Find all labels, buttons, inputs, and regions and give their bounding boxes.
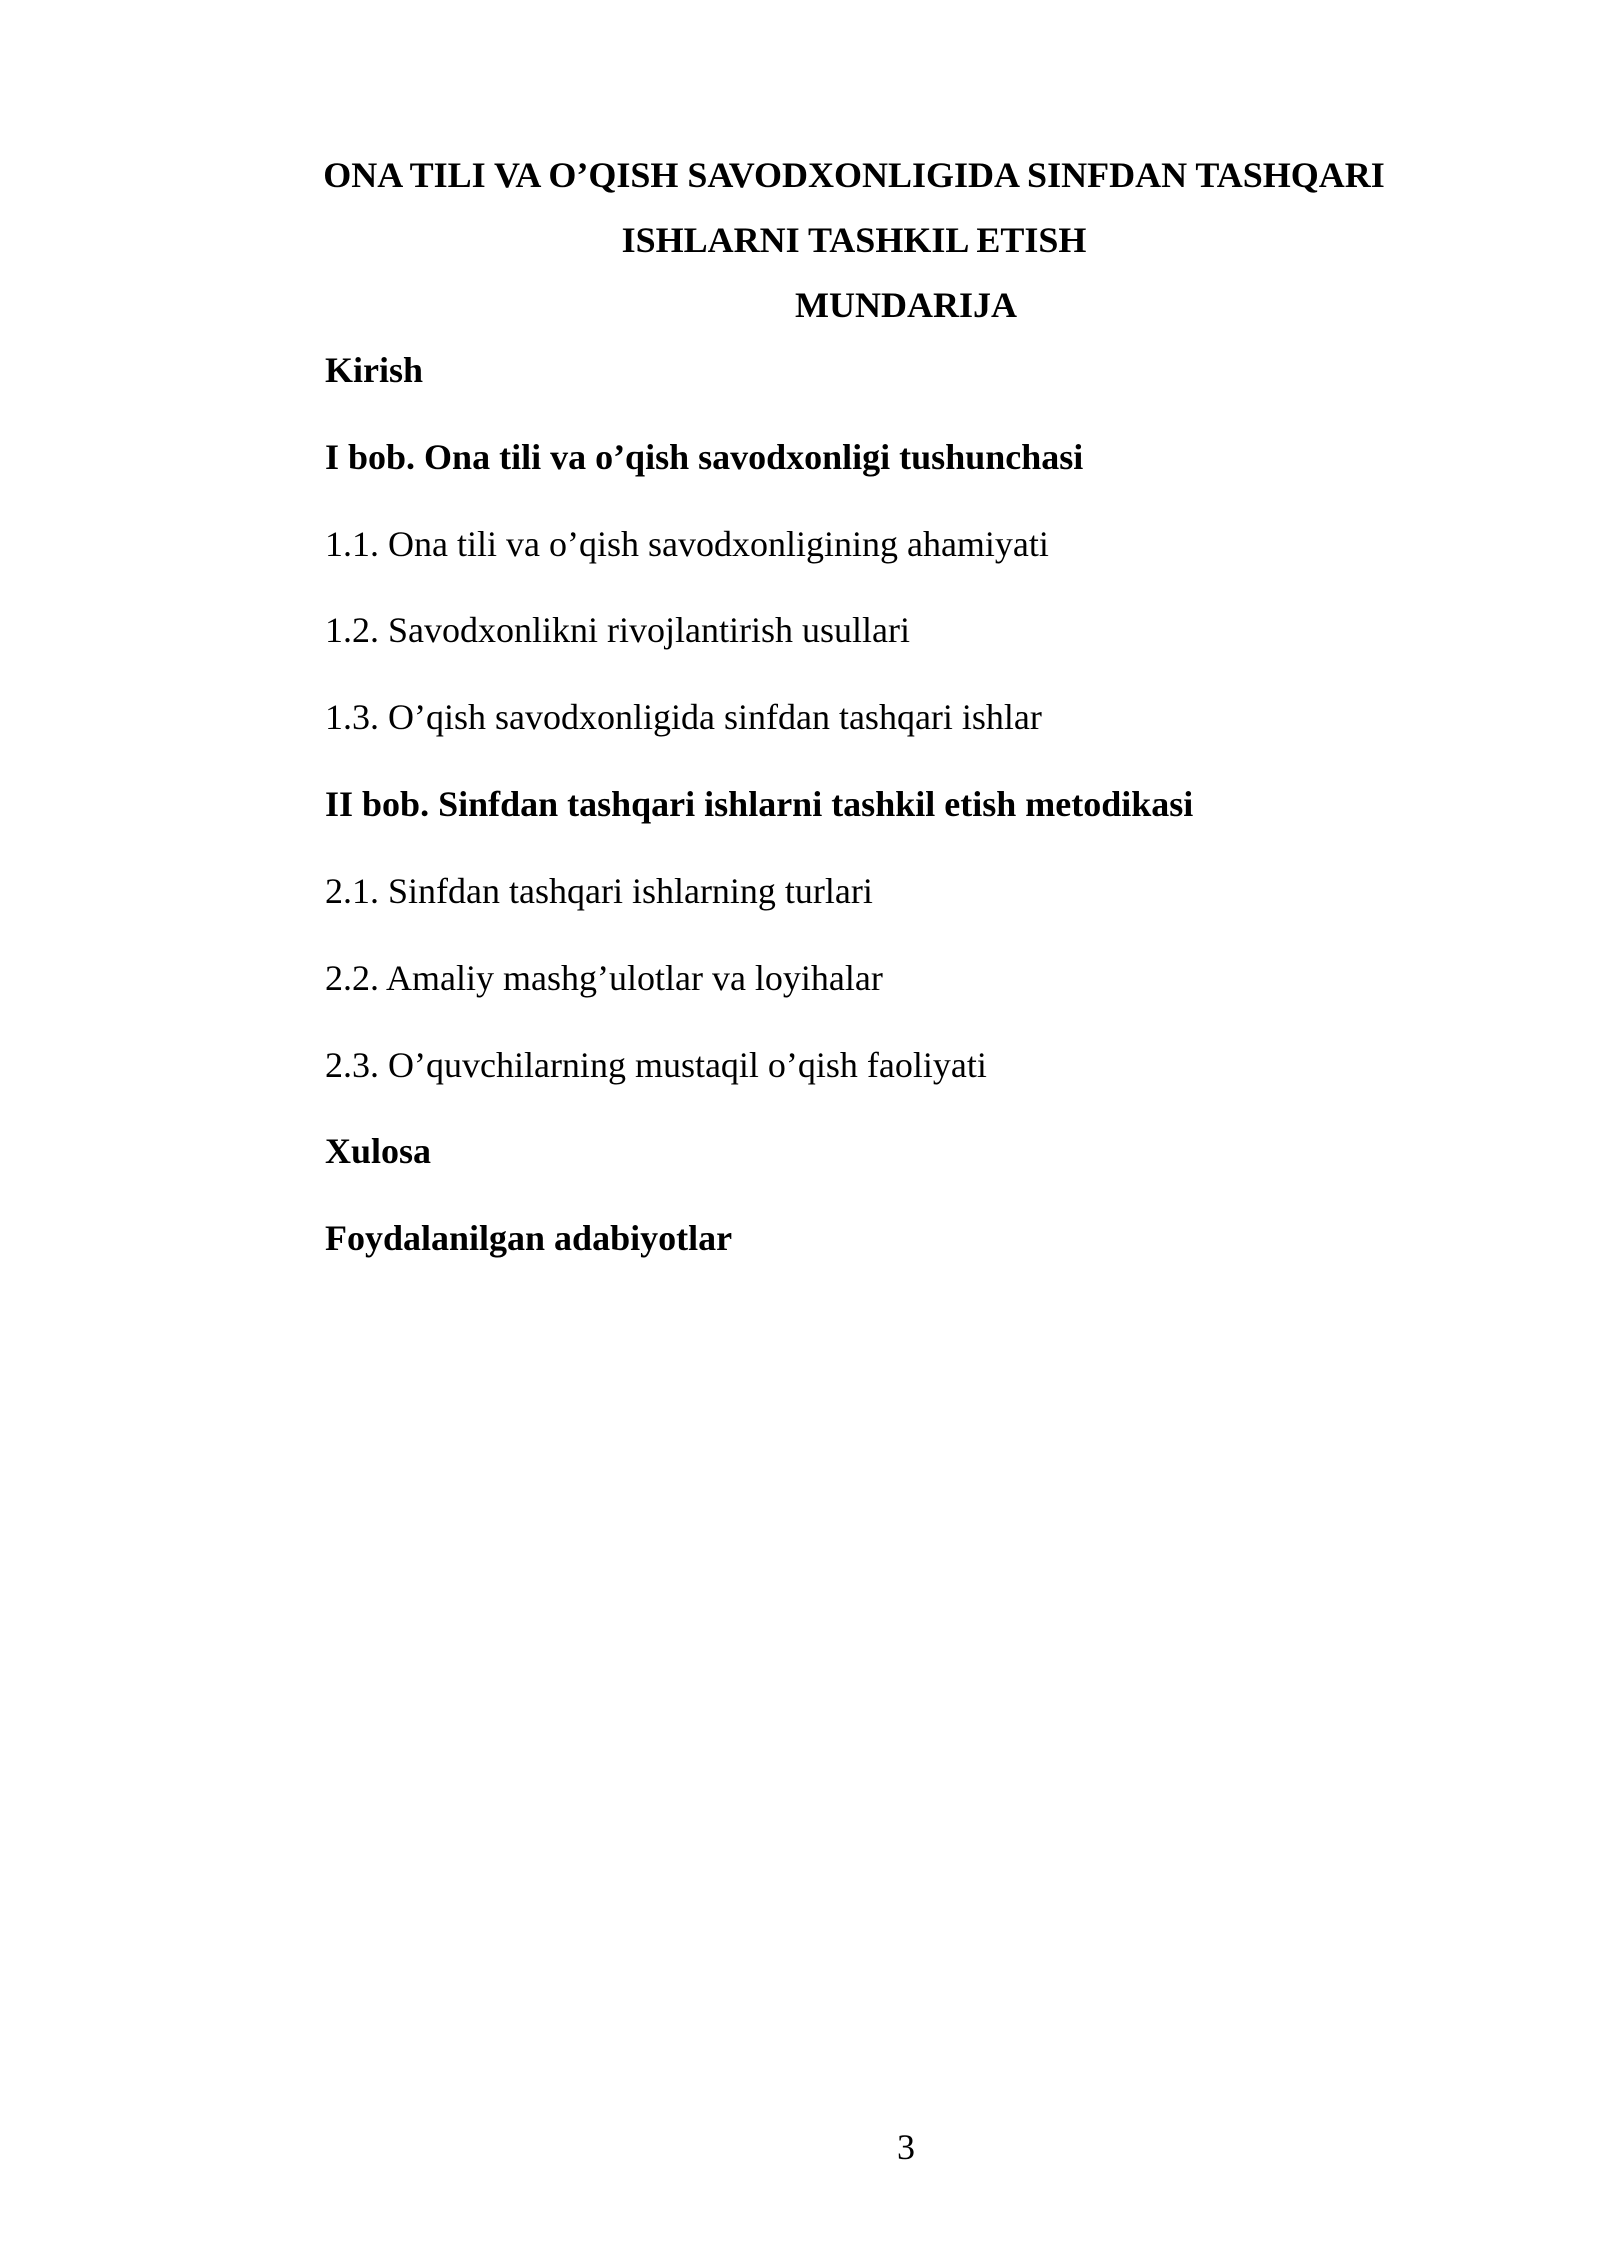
toc-entry-section-2-1: 2.1. Sinfdan tashqari ishlarning turlari [325, 871, 873, 911]
page-number: 3 [897, 2127, 915, 2167]
toc-entry-section-2-2: 2.2. Amaliy mashg’ulotlar va loyihalar [325, 958, 883, 998]
toc-entry-section-1-3: 1.3. O’qish savodxonligida sinfdan tashqari ishlar [325, 697, 1042, 737]
toc-entry-section-1-2: 1.2. Savodxonlikni rivojlantirish usullari [325, 610, 910, 650]
document-title-line-1: ONA TILI VA O’QISH SAVODXONLIGIDA SINFDAN TASHQARI [323, 155, 1385, 195]
toc-entry-conclusion: Xulosa [325, 1131, 432, 1171]
toc-entry-chapter-1: I bob. Ona tili va o’qish savodxonligi tushunchasi [325, 437, 1084, 477]
toc-heading: MUNDARIJA [795, 285, 1017, 325]
toc-entry-section-2-3: 2.3. O’quvchilarning mustaqil o’qish faoliyati [325, 1045, 987, 1085]
toc-entry-chapter-2: II bob. Sinfdan tashqari ishlarni tashkil etish metodikasi [325, 784, 1194, 824]
toc-entry-introduction: Kirish [325, 350, 424, 390]
toc-entry-section-1-1: 1.1. Ona tili va o’qish savodxonligining ahamiyati [325, 524, 1049, 564]
toc-entry-references: Foydalanilgan adabiyotlar [325, 1218, 733, 1258]
document-title-line-2: ISHLARNI TASHKIL ETISH [621, 220, 1087, 260]
